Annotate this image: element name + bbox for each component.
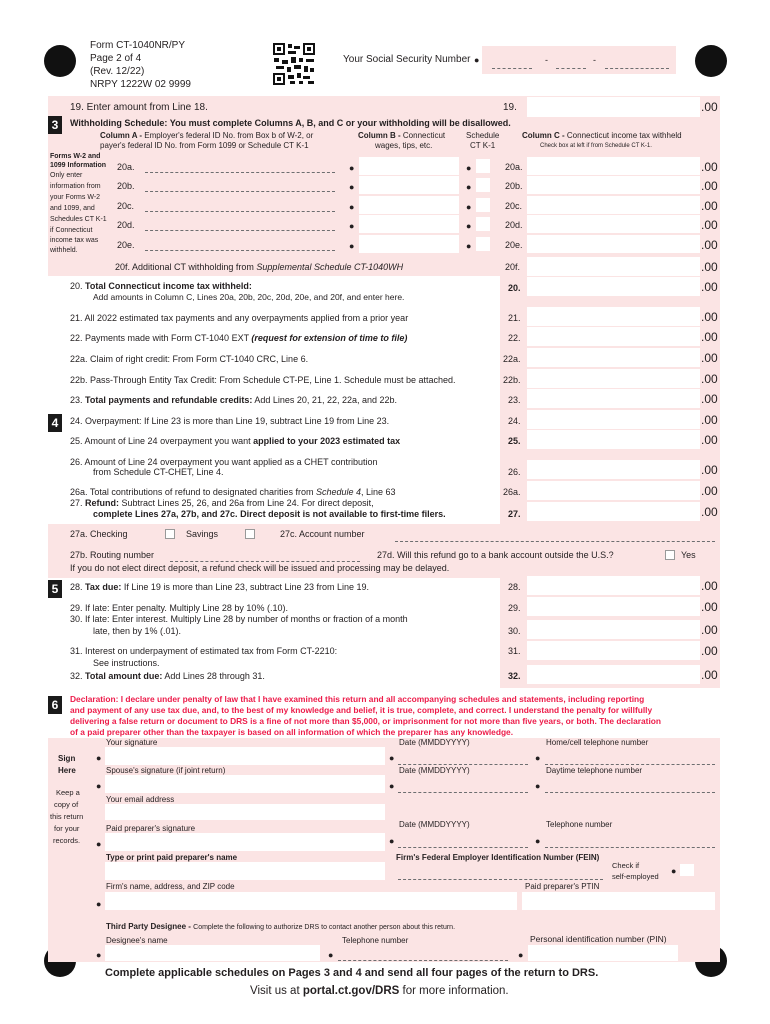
line-21-number: 21. — [508, 313, 521, 323]
line-26a-cents: .00 — [701, 484, 718, 498]
line-23-prefix: 23. — [70, 395, 86, 405]
line-20-row-number: 20b. — [505, 181, 523, 191]
schedule-bullet: ● — [466, 221, 472, 231]
line-27-prefix: 27. — [70, 498, 86, 508]
line-30-cents: .00 — [701, 623, 718, 637]
line-24-number: 24. — [508, 416, 521, 426]
column-b-bullet: ● — [349, 221, 355, 231]
declaration-line4: of a paid preparer other than the taxpayer is based on all information of which the preparer has any knowledge. — [70, 727, 514, 737]
schedule-ctk1-checkbox[interactable] — [476, 237, 490, 251]
ptin-label: Paid preparer's PTIN — [525, 882, 600, 891]
keep-note-4: for your — [54, 824, 80, 833]
line-20-row-number: 20e. — [505, 240, 523, 250]
registration-mark-tl — [44, 45, 76, 77]
line-27c-label: 27c. Account number — [280, 529, 365, 539]
sign-label: Sign — [58, 754, 76, 763]
schedule-3-number: 3 — [48, 116, 62, 134]
line-19-cents: .00 — [701, 100, 718, 114]
line-23-input[interactable] — [527, 389, 700, 408]
keep-note-2: copy of — [54, 800, 79, 809]
schedule-bullet: ● — [466, 241, 472, 251]
column-a-input[interactable] — [145, 172, 335, 173]
line-22-note: (request for extension of time to file) — [251, 333, 408, 343]
line-28-input[interactable] — [527, 576, 700, 595]
column-c-cents: .00 — [701, 179, 718, 193]
column-b-input[interactable] — [359, 215, 459, 233]
column-b-bullet: ● — [349, 163, 355, 173]
here-label: Here — [58, 766, 76, 775]
line-22-label: 22. Payments made with Form CT-1040 EXT — [70, 333, 252, 343]
line-26-cents: .00 — [701, 463, 718, 477]
ssn-bullet: ● — [474, 55, 480, 65]
line-27-cents: .00 — [701, 505, 718, 519]
column-b-text2: wages, tips, etc. — [375, 141, 433, 150]
line-20f-schedule: Supplemental Schedule CT-1040WH — [256, 262, 404, 272]
yes-label: Yes — [681, 550, 696, 560]
line-27b-label: 27b. Routing number — [70, 550, 155, 560]
column-c-input[interactable] — [527, 196, 700, 214]
daytime-phone-input[interactable] — [545, 775, 715, 793]
line-30-label1: 30. If late: Enter interest. Multiply Line 28 by number of months or fraction of a month — [70, 614, 408, 624]
column-c-title: Column C - — [522, 131, 567, 140]
self-employed-label1: Check if — [612, 861, 640, 870]
line-21-input[interactable] — [527, 307, 700, 326]
ssn-underline-2 — [556, 68, 586, 69]
schedule-ctk1-checkbox[interactable] — [476, 198, 490, 212]
line-26-input[interactable] — [527, 460, 700, 479]
line-22-input[interactable] — [527, 327, 700, 346]
line-20-row-number: 20a. — [505, 162, 523, 172]
column-c-cents: .00 — [701, 160, 718, 174]
preparer-signature-label: Paid preparer's signature — [106, 824, 196, 833]
line-23-number: 23. — [508, 395, 521, 405]
line-20f-input[interactable] — [527, 257, 700, 276]
line-32-bold: Total amount due: — [85, 671, 163, 681]
schedule-3-title: Withholding Schedule: You must complete Columns A, B, and C or your withholding will be disallowed. — [70, 118, 511, 128]
column-c-input[interactable] — [527, 176, 700, 194]
line-29-label: 29. If late: Enter penalty. Multiply Line 28 by 10% (.10). — [70, 603, 288, 613]
footer-link[interactable]: portal.ct.gov/DRS — [302, 985, 400, 997]
line-26a-post: , Line 63 — [361, 487, 396, 497]
telephone-label: Telephone number — [546, 820, 613, 829]
line-26a-label: 26a. Total contributions of refund to designated charities from — [70, 487, 316, 497]
line-28-bold: Tax due: — [85, 582, 122, 592]
date-input-1[interactable] — [398, 747, 528, 765]
line-21-label: 21. All 2022 estimated tax payments and any overpayments applied from a prior year — [70, 313, 409, 323]
line-26a-schedule: Schedule 4 — [315, 487, 362, 497]
ssn-sep-1: - — [545, 55, 548, 65]
line-27-bold: Refund: — [85, 498, 120, 508]
preparer-name-input[interactable] — [105, 862, 385, 880]
line-29-number: 29. — [508, 603, 521, 613]
line-25-input[interactable] — [527, 430, 700, 449]
third-party-title: Third Party Designee - — [106, 922, 194, 931]
date-input-2[interactable] — [398, 775, 528, 793]
line-22b-cents: .00 — [701, 372, 718, 386]
email-input[interactable] — [105, 804, 385, 820]
schedule-bullet: ● — [466, 182, 472, 192]
column-b-input[interactable] — [359, 176, 459, 194]
line-25-number: 25. — [508, 436, 521, 446]
checking-checkbox[interactable] — [165, 529, 175, 539]
schedule-ctk1-checkbox[interactable] — [476, 159, 490, 173]
schedule-4-number: 4 — [48, 414, 62, 432]
line-22a-input[interactable] — [527, 348, 700, 367]
line-20-row-label: 20d. — [117, 220, 135, 230]
column-b-input[interactable] — [359, 157, 459, 175]
line-22a-number: 22a. — [503, 354, 521, 364]
designee-name-label: Designee's name — [106, 936, 168, 945]
fein-label: Firm's Federal Employer Identification Number (FEIN) — [396, 853, 600, 862]
line-24-cents: .00 — [701, 413, 718, 427]
side-note-bold2: 1099 Information — [50, 162, 107, 169]
line-31-input[interactable] — [527, 641, 700, 660]
column-c-text: Connecticut income tax withheld — [566, 131, 682, 140]
self-employed-label2: self-employed — [612, 872, 659, 881]
line-20-row-label: 20e. — [117, 240, 135, 250]
firm-label: Firm's name, address, and ZIP code — [106, 882, 235, 891]
home-phone-label: Home/cell telephone number — [546, 738, 649, 747]
form-code: NRPY 1222W 02 9999 — [90, 79, 191, 90]
line-19-number: 19. — [503, 102, 517, 113]
schedule-ctk1-checkbox[interactable] — [476, 217, 490, 231]
line-22-number: 22. — [508, 333, 521, 343]
savings-checkbox[interactable] — [245, 529, 255, 539]
self-employed-checkbox[interactable] — [680, 864, 694, 876]
page-number: Page 2 of 4 — [90, 53, 142, 64]
line-25-bold: applied to your 2023 estimated tax — [253, 436, 401, 446]
footer-visit: Visit us at — [250, 985, 303, 997]
column-a-text2: payer's federal ID No. from Form 1099 or Schedule CT K-1 — [100, 141, 309, 150]
designee-name-input[interactable] — [105, 945, 320, 961]
line-20-row-number: 20d. — [505, 220, 523, 230]
line-29-cents: .00 — [701, 600, 718, 614]
spouse-signature-input[interactable] — [105, 775, 385, 793]
keep-note-5: records. — [53, 836, 81, 845]
line-24-input[interactable] — [527, 410, 700, 429]
line-27a-label: 27a. Checking — [70, 529, 128, 539]
ssn-underline-1 — [492, 68, 532, 69]
schedule-bullet: ● — [466, 202, 472, 212]
column-c-input[interactable] — [527, 235, 700, 253]
daytime-phone-label: Daytime telephone number — [546, 766, 643, 775]
column-b-bullet: ● — [349, 182, 355, 192]
line-20-row-label: 20c. — [117, 201, 135, 211]
no-direct-deposit-note: If you do not elect direct deposit, a refund check will be issued and processing may be delayed. — [70, 563, 450, 573]
line-20-number: 20. — [508, 283, 521, 293]
line-32-text: Add Lines 28 through 31. — [162, 671, 265, 681]
side-note-l7: income tax was — [50, 237, 99, 244]
line-23-label: Total payments and refundable credits: — [85, 395, 253, 405]
column-c-sub: Check box at left if from Schedule CT K-1. — [540, 143, 652, 149]
line-22b-input[interactable] — [527, 369, 700, 388]
line-22b-number: 22b. — [503, 375, 521, 385]
line-25-label: 25. Amount of Line 24 overpayment you want — [70, 436, 254, 446]
line-19-input[interactable] — [527, 97, 700, 117]
line-22-cents: .00 — [701, 330, 718, 344]
side-note-l4: and 1099, and — [50, 205, 95, 212]
line-20-row-label: 20b. — [117, 181, 135, 191]
column-b-bullet: ● — [349, 202, 355, 212]
column-c-input[interactable] — [527, 157, 700, 175]
ssn-underline-3 — [605, 68, 669, 69]
line-26-label1: 26. Amount of Line 24 overpayment you want applied as a CHET contribution — [70, 457, 378, 467]
column-c-cents: .00 — [701, 199, 718, 213]
ptin-input[interactable] — [522, 892, 715, 910]
line-26a-number: 26a. — [503, 487, 521, 497]
registration-mark-tr — [695, 45, 727, 77]
line-23-text: Add Lines 20, 21, 22, 22a, and 22b. — [252, 395, 398, 405]
date-input-3[interactable] — [398, 830, 528, 848]
line-32-number: 32. — [508, 671, 521, 681]
preparer-name-label: Type or print paid preparer's name — [106, 853, 238, 862]
line-20-input[interactable] — [527, 277, 700, 296]
column-a-title: Column A - — [100, 131, 145, 140]
declaration-line1: Declaration: I declare under penalty of law that I have examined this return and all accompanying schedules and statements, including reporting — [70, 694, 645, 704]
qr-code-icon — [272, 42, 316, 86]
line-26a-input[interactable] — [527, 481, 700, 500]
date-label-2: Date (MMDDYYYY) — [399, 766, 470, 775]
line-27-input[interactable] — [527, 502, 700, 521]
line-31-label2: See instructions. — [93, 658, 160, 668]
account-number-input[interactable] — [395, 525, 715, 542]
column-b-text1: Connecticut — [402, 131, 446, 140]
your-signature-label: Your signature — [106, 738, 158, 747]
line-22a-cents: .00 — [701, 351, 718, 365]
firm-input[interactable] — [105, 892, 517, 910]
line-21-cents: .00 — [701, 310, 718, 324]
line-28-number: 28. — [508, 582, 521, 592]
footer-instruction: Complete applicable schedules on Pages 3 and 4 and send all four pages of the return to DRS. — [105, 967, 599, 979]
column-b-bullet: ● — [349, 241, 355, 251]
side-note-l6: if Connecticut — [50, 227, 93, 234]
column-b-input[interactable] — [359, 235, 459, 253]
fein-input[interactable] — [398, 862, 603, 880]
schedule-6-number: 6 — [48, 696, 62, 714]
line-26-label2: from Schedule CT-CHET, Line 4. — [93, 467, 224, 477]
side-note-l1: Only enter — [50, 172, 83, 179]
column-a-input[interactable] — [145, 250, 335, 251]
line-20f-label: 20f. Additional CT withholding from — [115, 262, 257, 272]
line-20f-cents: .00 — [701, 260, 718, 274]
home-phone-input[interactable] — [545, 747, 715, 765]
ssn-label: Your Social Security Number — [343, 54, 471, 65]
line-19-label: 19. Enter amount from Line 18. — [70, 102, 208, 113]
line-24-label: 24. Overpayment: If Line 23 is more than Line 19, subtract Line 19 from Line 23. — [70, 416, 390, 426]
schedule-bullet: ● — [466, 163, 472, 173]
side-note-l2: information from — [50, 183, 101, 190]
schedule-ctk1-label2: CT K-1 — [470, 141, 496, 150]
line-27d-label: 27d. Will this refund go to a bank account outside the U.S.? — [377, 550, 614, 560]
revision: (Rev. 12/22) — [90, 66, 145, 77]
line-26-number: 26. — [508, 467, 521, 477]
line-23-cents: .00 — [701, 392, 718, 406]
line-28-prefix: 28. — [70, 582, 86, 592]
line-27-text2: complete Lines 27a, 27b, and 27c. Direct deposit is not available to first-time filers. — [93, 509, 446, 519]
keep-note-3: this return — [50, 812, 84, 821]
line-20-prefix: 20. — [70, 281, 86, 291]
column-a-text1: Employer's federal ID No. from Box b of W-2, or — [144, 131, 314, 140]
foreign-account-yes-checkbox[interactable] — [665, 550, 675, 560]
form-id: Form CT-1040NR/PY — [90, 40, 186, 51]
schedule-ctk1-label1: Schedule — [466, 131, 500, 140]
side-note-l5: Schedules CT K-1 — [50, 216, 107, 223]
ssn-sep-2: - — [593, 55, 596, 65]
line-25-cents: .00 — [701, 433, 718, 447]
third-party-text: Complete the following to authorize DRS to contact another person about this return. — [193, 924, 456, 931]
schedule-ctk1-checkbox[interactable] — [476, 178, 490, 192]
line-20-sub: Add amounts in Column C, Lines 20a, 20b, 20c, 20d, 20e, and 20f, and enter here. — [93, 292, 405, 302]
column-b-title: Column B - — [358, 131, 403, 140]
designee-telephone-label: Telephone number — [342, 936, 409, 945]
line-20-row-label: 20a. — [117, 162, 135, 172]
designee-pin-input[interactable] — [528, 945, 678, 961]
line-32-prefix: 32. — [70, 671, 86, 681]
keep-note-1: Keep a — [56, 788, 80, 797]
side-note-l8: withheld. — [50, 247, 78, 254]
column-a-input[interactable] — [145, 230, 335, 231]
line-27-number: 27. — [508, 509, 521, 519]
line-32-input[interactable] — [527, 665, 700, 684]
side-note-l3: your Forms W-2 — [50, 194, 101, 201]
line-32-cents: .00 — [701, 668, 718, 682]
routing-number-input[interactable] — [170, 546, 360, 562]
declaration-line2: and payment of any use tax due, and, to the best of my knowledge and belief, it is true, complete, and correct. I understand the penalty for willfully — [70, 705, 653, 715]
date-label-1: Date (MMDDYYYY) — [399, 738, 470, 747]
declaration-line3: delivering a false return or document to DRS is a fine of not more than $5,000, or imprisonment for not more than five years, or both. The declaration — [70, 716, 662, 726]
column-c-cents: .00 — [701, 218, 718, 232]
spouse-signature-label: Spouse's signature (if joint return) — [106, 766, 226, 775]
preparer-signature-input[interactable] — [105, 833, 385, 851]
designee-telephone-input[interactable] — [338, 945, 508, 961]
line-30-input[interactable] — [527, 620, 700, 639]
savings-label: Savings — [186, 529, 219, 539]
line-20-label: Total Connecticut income tax withheld: — [85, 281, 252, 291]
column-a-input[interactable] — [145, 191, 335, 192]
telephone-input[interactable] — [545, 830, 715, 848]
footer-visit-post: for more information. — [399, 985, 509, 997]
line-31-number: 31. — [508, 646, 521, 656]
ssn-field[interactable] — [482, 46, 676, 74]
line-31-cents: .00 — [701, 644, 718, 658]
line-22a-label: 22a. Claim of right credit: From Form CT-1040 CRC, Line 6. — [70, 354, 309, 364]
column-a-input[interactable] — [145, 211, 335, 212]
designee-pin-label: Personal identification number (PIN) — [530, 934, 667, 944]
line-30-number: 30. — [508, 626, 521, 636]
line-31-label1: 31. Interest on underpayment of estimated tax from Form CT-2210: — [70, 646, 338, 656]
email-label: Your email address — [106, 795, 175, 804]
column-b-input[interactable] — [359, 196, 459, 214]
date-label-3: Date (MMDDYYYY) — [399, 820, 470, 829]
line-29-input[interactable] — [527, 597, 700, 616]
line-20f-number: 20f. — [505, 262, 521, 272]
line-27-text: Subtract Lines 25, 26, and 26a from Line 24. For direct deposit, — [119, 498, 374, 508]
side-note-bold1: Forms W-2 and — [50, 153, 101, 160]
column-c-input[interactable] — [527, 215, 700, 233]
line-28-text: If Line 19 is more than Line 23, subtract Line 23 from Line 19. — [121, 582, 370, 592]
line-20-row-number: 20c. — [505, 201, 523, 211]
line-20-cents: .00 — [701, 280, 718, 294]
line-30-label2: late, then by 1% (.01). — [93, 626, 182, 636]
line-28-cents: .00 — [701, 579, 718, 593]
your-signature-input[interactable] — [105, 747, 385, 765]
schedule-5-number: 5 — [48, 580, 62, 598]
line-22b-label: 22b. Pass-Through Entity Tax Credit: From Schedule CT-PE, Line 1. Schedule must be attached. — [70, 375, 456, 385]
column-c-cents: .00 — [701, 238, 718, 252]
